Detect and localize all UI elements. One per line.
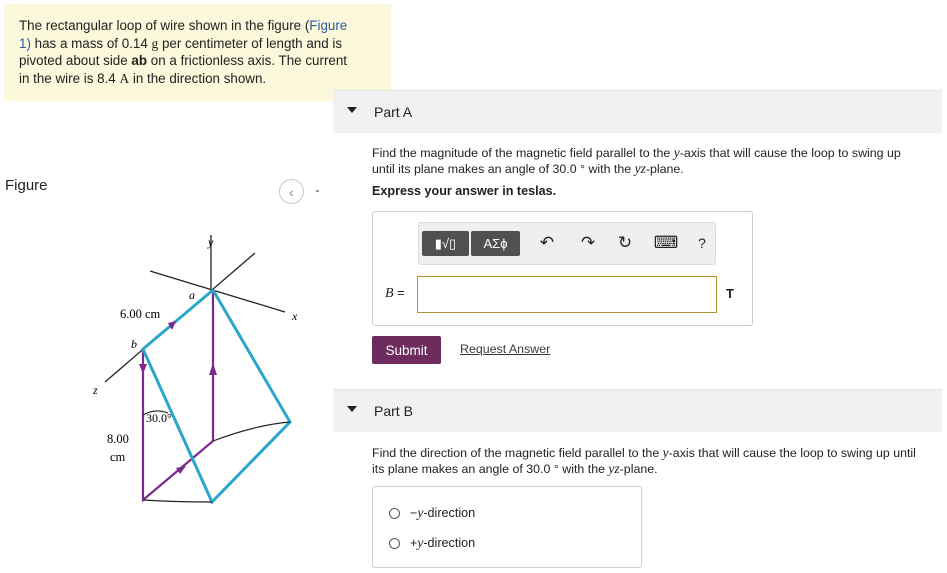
- y-axis-label: y: [208, 235, 214, 249]
- figure-link[interactable]: Figure: [309, 18, 348, 33]
- help-icon[interactable]: ?: [698, 235, 706, 251]
- math-toolbar: [418, 222, 716, 265]
- problem-line-2: 1) has a mass of 0.14 g per centimeter of length and is: [19, 35, 343, 51]
- height-label-unit: cm: [110, 450, 126, 464]
- chevron-left-icon: ‹: [289, 183, 294, 200]
- greek-letters-icon: ΑΣϕ: [483, 236, 508, 251]
- greek-symbols-button[interactable]: [471, 231, 520, 256]
- submit-button[interactable]: Submit: [372, 336, 441, 364]
- answer-variable-label: B =: [385, 285, 405, 301]
- figure-title: Figure: [5, 177, 48, 194]
- part-a-question: Find the magnitude of the magnetic field parallel to the y-axis that will cause the loop to swing up until its plane makes an angle of 30.0 ° with the yz-plane.: [372, 145, 901, 176]
- x-axis-label: x: [292, 309, 298, 323]
- current-arrow-up: [209, 363, 217, 375]
- height-label-number: 8.00: [107, 432, 129, 446]
- answer-unit: T: [726, 286, 734, 301]
- redo-icon[interactable]: ↷: [580, 233, 596, 252]
- figure-pager-dot: [316, 190, 319, 192]
- x-axis: [150, 271, 285, 312]
- collapse-triangle-icon: [347, 406, 357, 412]
- collapse-triangle-icon: [347, 107, 357, 113]
- angle-label: 30.0°: [146, 411, 172, 425]
- part-b-label: Part B: [374, 403, 413, 419]
- answer-instructions: Express your answer in teslas.: [372, 184, 557, 198]
- answer-input[interactable]: [417, 276, 717, 313]
- direction-choices: [372, 486, 642, 568]
- part-a-label: Part A: [374, 104, 413, 120]
- loop-figure: [85, 225, 315, 515]
- problem-statement: [4, 4, 391, 101]
- loop-swung: [143, 290, 290, 502]
- problem-line-4: in the wire is 8.4 A in the direction shown.: [19, 70, 267, 86]
- current-arrow-bottom: [176, 466, 186, 474]
- part-b-header[interactable]: [333, 389, 942, 432]
- point-a-label: a: [189, 288, 195, 302]
- current-arrow-down: [139, 364, 147, 374]
- figure-prev-button[interactable]: [279, 179, 304, 204]
- radio-button[interactable]: [389, 508, 400, 519]
- width-label: 6.00 cm: [120, 307, 161, 321]
- swing-arc-lower: [143, 500, 212, 502]
- request-answer-link[interactable]: Request Answer: [460, 342, 551, 356]
- undo-icon[interactable]: ↶: [539, 233, 555, 252]
- swing-arc-upper: [213, 422, 290, 441]
- radio-button[interactable]: [389, 538, 400, 549]
- keyboard-icon[interactable]: ⌨: [653, 233, 679, 252]
- part-b-question: Find the direction of the magnetic field parallel to the y-axis that will cause the loop to swing up until its plane makes an angle of 30.0 ° with the yz-plane.: [372, 445, 916, 476]
- z-axis-label: z: [93, 383, 98, 397]
- figure-link-number[interactable]: 1): [19, 35, 31, 51]
- choice-positive-y[interactable]: + y -direction: [389, 535, 475, 551]
- problem-line-3: pivoted about side ab on a frictionless axis. The current: [19, 53, 348, 68]
- choice-negative-y[interactable]: − y -direction: [389, 505, 475, 521]
- templates-button[interactable]: [422, 231, 469, 256]
- template-sqrt-icon: ▮√▯: [434, 235, 457, 251]
- reset-icon[interactable]: ↻: [617, 233, 633, 252]
- problem-line-1: The rectangular loop of wire shown in the figure (Figure: [19, 18, 348, 33]
- part-a-header[interactable]: [333, 90, 942, 133]
- point-b-label: b: [131, 337, 137, 351]
